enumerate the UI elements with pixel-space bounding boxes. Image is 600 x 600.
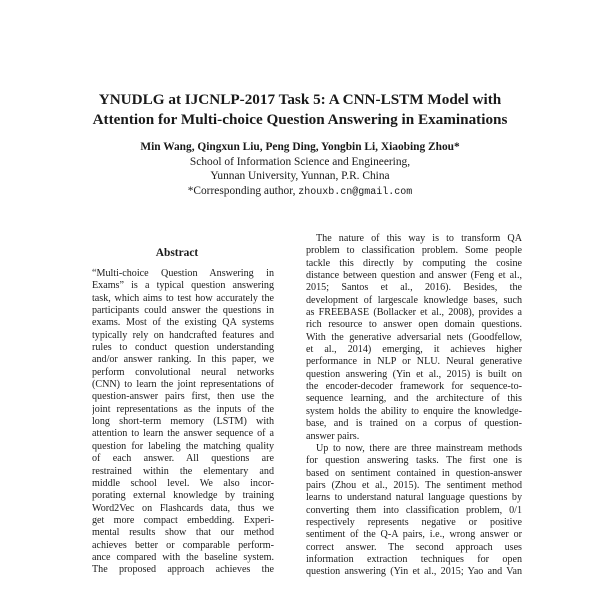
text-line: of each answer. All questions are — [92, 453, 274, 465]
author-list: Min Wang, Qingxun Liu, Peng Ding, Yongbin Li, Xiaobing Zhou* — [140, 141, 460, 153]
text-line: correct answer. The second approach uses — [306, 541, 522, 553]
text-line: middle school level. We also incor- — [92, 477, 274, 489]
intro-paragraph-1 — [306, 233, 522, 443]
text-line: answer pairs. — [306, 430, 360, 442]
title-line-2: Attention for Multi-choice Question Answering in Examinations — [92, 111, 508, 128]
corresponding-prefix: *Corresponding author, — [187, 184, 299, 197]
text-line: question for labeling the matching quality — [92, 440, 274, 452]
text-line: With the generative adversarial nets (Goodfellow, — [306, 331, 522, 343]
text-line: ance compared with the baseline system. — [92, 551, 274, 563]
text-line: (CNN) to learn the joint representations of — [92, 379, 274, 391]
text-line: mental results show that our method — [92, 527, 274, 539]
text-line: porating external knowledge by training — [92, 490, 274, 502]
author-block — [60, 140, 540, 200]
right-column-body — [306, 233, 522, 579]
affiliation-line-2: Yunnan University, Yunnan, P.R. China — [210, 170, 390, 183]
text-line: joint representations as the inputs of the — [92, 403, 274, 415]
text-line: system holds the ability to enquire the knowledge- — [306, 405, 522, 417]
text-line: question-answer pairs first, then use the — [92, 391, 274, 403]
abstract-heading: Abstract — [155, 247, 199, 259]
text-line: Up to now, there are three mainstream methods — [316, 442, 522, 454]
text-line: attention to learn the answer sequence of a — [92, 428, 274, 440]
paper-title — [40, 90, 560, 130]
text-line: The proposed approach achieves the — [92, 564, 274, 576]
text-line: exams. Most of the existing QA systems — [92, 317, 274, 329]
text-line: and/or answer ranking. In this paper, we — [92, 354, 274, 366]
text-line: achieves better or comparable perform- — [92, 539, 274, 551]
text-line: problem to classification problem. Some people — [306, 245, 522, 257]
text-line: as FREEBASE (Bollacker et al., 2008), provides a — [306, 307, 522, 319]
text-line: 2015; Santos et al., 2016). Besides, the — [306, 282, 522, 294]
corresponding-author — [60, 184, 540, 201]
text-line: Exams” is a typical question answering — [92, 280, 274, 292]
title-line-1: YNUDLG at IJCNLP-2017 Task 5: A CNN-LSTM Model with — [98, 91, 502, 108]
text-line: typically rely on handcrafted features and — [92, 329, 274, 341]
text-line: perform convolutional neural networks — [92, 366, 274, 378]
text-line: converting them into classification problem, 0/1 — [306, 504, 522, 516]
text-line: restrained within the elementary and — [92, 465, 274, 477]
text-line: base, and is trained on a corpus of question- — [306, 418, 522, 430]
affiliation-line-1: School of Information Science and Engineering, — [189, 155, 411, 168]
text-line: sentiment of the Q-A pairs, i.e., wrong answer or — [306, 529, 522, 541]
text-line: learns to understand natural language questions by — [306, 492, 522, 504]
text-line: development of largescale knowledge bases, such — [306, 294, 522, 306]
intro-paragraph-2 — [306, 443, 522, 579]
text-line: question answering (Yin et al., 2015; Yao and Van — [306, 566, 522, 578]
text-line: for question answering tasks. The first one is — [306, 455, 522, 467]
text-line: sequence learning, and the architecture of this — [306, 393, 522, 405]
text-line: question answering (Yin et al., 2015) is built on — [306, 368, 522, 380]
corresponding-email: zhouxb.cn@gmail.com — [298, 186, 413, 198]
text-line: the encoder-decoder framework for sequence-to- — [306, 381, 522, 393]
text-line: rich resource to answer open domain questions. — [306, 319, 522, 331]
text-line: get more compact embedding. Experi- — [92, 514, 274, 526]
text-line: The nature of this way is to transform QA — [316, 233, 522, 244]
text-line: “Multi-choice Question Answering in — [92, 268, 274, 279]
text-line: Word2Vec on Flashcards data, thus we — [92, 502, 274, 514]
text-line: information extraction techniques for open — [306, 553, 522, 565]
text-line: tackle this directly by computing the cosine — [306, 257, 522, 269]
text-line: performance in NLP or NLU. Neural generative — [306, 356, 522, 368]
text-line: distance between question and answer (Feng et al., — [306, 270, 522, 282]
abstract-body — [92, 268, 274, 577]
text-line: rules to conduct question understanding — [92, 342, 274, 354]
text-line: et al., 2014) emerging, it achieves higher — [306, 344, 522, 356]
text-line: task, which aims to test how accurately the — [92, 292, 274, 304]
text-line: long short-term memory (LSTM) with — [92, 416, 274, 428]
text-line: participants could answer the questions in — [92, 305, 274, 317]
text-line: based on sentiment contained in question-answer — [306, 467, 522, 479]
text-line: pairs (Zhou et al., 2015). The sentiment method — [306, 479, 522, 491]
text-line: respectively represents negative or positive — [306, 516, 522, 528]
